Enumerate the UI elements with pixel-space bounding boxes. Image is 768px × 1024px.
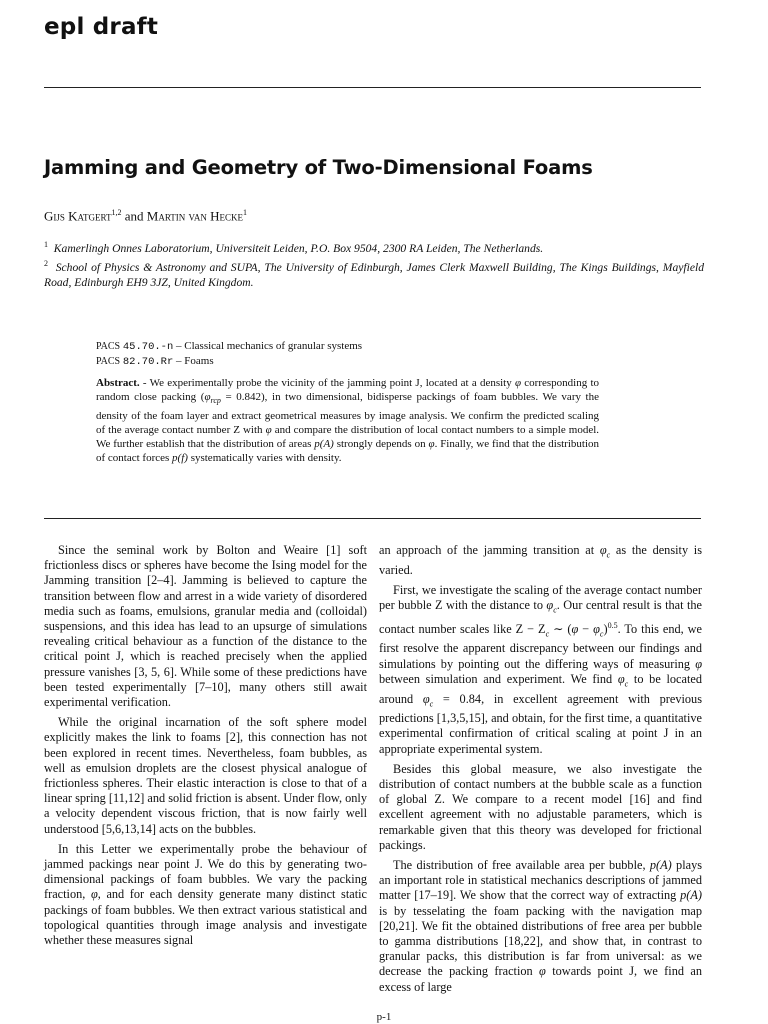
author-affiliation-mark: 1 bbox=[243, 208, 248, 217]
abstract-label: Abstract. bbox=[96, 377, 140, 389]
author-name: Martin van Hecke bbox=[146, 208, 244, 224]
paragraph: Besides this global measure, we also investigate the distribution of contact numbers at the bubble scale as a function of global Z. We compare to a recent model [16] and find excellent agreement with no adjustable parameters, which is remarkable given that this theory was developed for frictional packings. bbox=[379, 761, 702, 852]
author-conjunction: and bbox=[124, 208, 144, 224]
paragraph: While the original incarnation of the soft sphere model explicitly makes the link to foams [2], this connection has not been explored in recent times. Nevertheless, foam bubbles, as well as emulsion droplets are the closest physical analogue of frictionless spheres. Their elastic interaction is close to that of a linear spring [11,12] and solid friction is absent. Under flow, only a velocity dependent viscous friction, that is now fairly well understood [5,6,13,14] acts on the bubbles. bbox=[44, 715, 367, 836]
author-line bbox=[44, 208, 247, 224]
journal-header: epl draft bbox=[44, 14, 159, 40]
paper-title: Jamming and Geometry of Two-Dimensional Foams bbox=[44, 156, 593, 179]
paragraph: an approach of the jamming transition at $\varphi_c$ as the density is varied. bbox=[379, 543, 702, 577]
author-affiliation-mark: 1,2 bbox=[111, 208, 122, 217]
author-name: Gijs Katgert bbox=[44, 208, 112, 224]
affiliations bbox=[44, 237, 704, 290]
affiliation-2: $^2$ School of Physics & Astronomy and SUPA, The University of Edinburgh, James Clerk Maxwell Building, The Kings Buildings, Mayfield Road, Edinburgh EH9 3JZ, United Kingdom. bbox=[44, 258, 704, 289]
affiliation-1: $^1$ Kamerlingh Onnes Laboratorium, Universiteit Leiden, P.O. Box 9504, 2300 RA Leiden, The Netherlands. bbox=[44, 240, 544, 255]
pacs-codes bbox=[96, 339, 362, 369]
abstract: Abstract. - We experimentally probe the vicinity of the jamming point J, located at a density φ corresponding to random close packing $(\varphi_{rcp} = 0.842)$, in two dimensional, bidisperse packings of foam bubbles. We vary the density of the foam layer and extract geometrical measures by image analysis. We confirm the predicted scaling of the average contact number Z with φ and compare the distribution of local contact numbers to a simple model. We further establish that the distribution of areas p(A) strongly depends on φ. Finally, we find that the distribution of contact forces p(f) systematically varies with density. bbox=[96, 377, 600, 465]
pacs-line: PACS 82.70.Rr – Foams bbox=[96, 355, 214, 368]
pacs-line: PACS 45.70.-n – Classical mechanics of granular systems bbox=[96, 340, 363, 353]
paragraph: The distribution of free available area per bubble, p(A) plays an important role in statistical mechanics descriptions of jammed matter [17–19]. We show that the correct way of extracting p(A) is by tesselating the foam packing with the navigation map [20,21]. We fit the obtained distributions of free area per bubble to gamma distributions [18,22], and show that, in contrast to granular packs, this distribution is far from universal: as we decrease the packing fraction φ towards point J, we find an excess of large bbox=[379, 858, 702, 994]
paragraph: Since the seminal work by Bolton and Weaire [1] soft frictionless discs or spheres have become the Ising model for the Jamming transition [2–4]. Jamming is believed to capture the transition between flow and arrest in a wide variety of disordered media such as foams, emulsions, granular media and (colloidal) suspensions, and this idea has lead to an upsurge of simulations revealing critical behaviour as a function of the distance to the critical point J, which is reached precisely when the applied pressure vanishes [3, 5, 6]. While some of these predictions have been tested experimentally [7–10], many others still await experimental verification. bbox=[44, 543, 367, 710]
top-rule bbox=[44, 87, 701, 88]
paragraph: First, we investigate the scaling of the average contact number per bubble Z with the distance to $\varphi_c$. Our central result is that the contact number scales like $Z - Z_c$ ∼ $(\varphi - \varphi_c)^{0.5}$. To this end, we first resolve the apparent discrepancy between our findings and simulations by pointing out the differing ways of measuring φ between simulation and experiment. We find $\varphi_c$ to be located around $\varphi_c = 0.84$, in excellent agreement with previous predictions [1,3,5,15], and obtain, for the first time, a quantitative experimental confirmation of critical scaling at point J in an appropriate experimental system. bbox=[379, 582, 703, 756]
body-column-right bbox=[379, 543, 702, 1000]
abstract-rule bbox=[44, 518, 701, 519]
page-number: p-1 bbox=[376, 1011, 392, 1023]
paragraph: In this Letter we experimentally probe the behaviour of jammed packings near point J. We do this by generating two-dimensional packings of foam bubbles. We vary the packing fraction, φ, and for each density generate many distinct static packings of foam bubbles. We then extract various statistical and topological quantities through image analysis and investigate whether these measures signal bbox=[44, 841, 368, 948]
body-column-left bbox=[44, 543, 367, 953]
